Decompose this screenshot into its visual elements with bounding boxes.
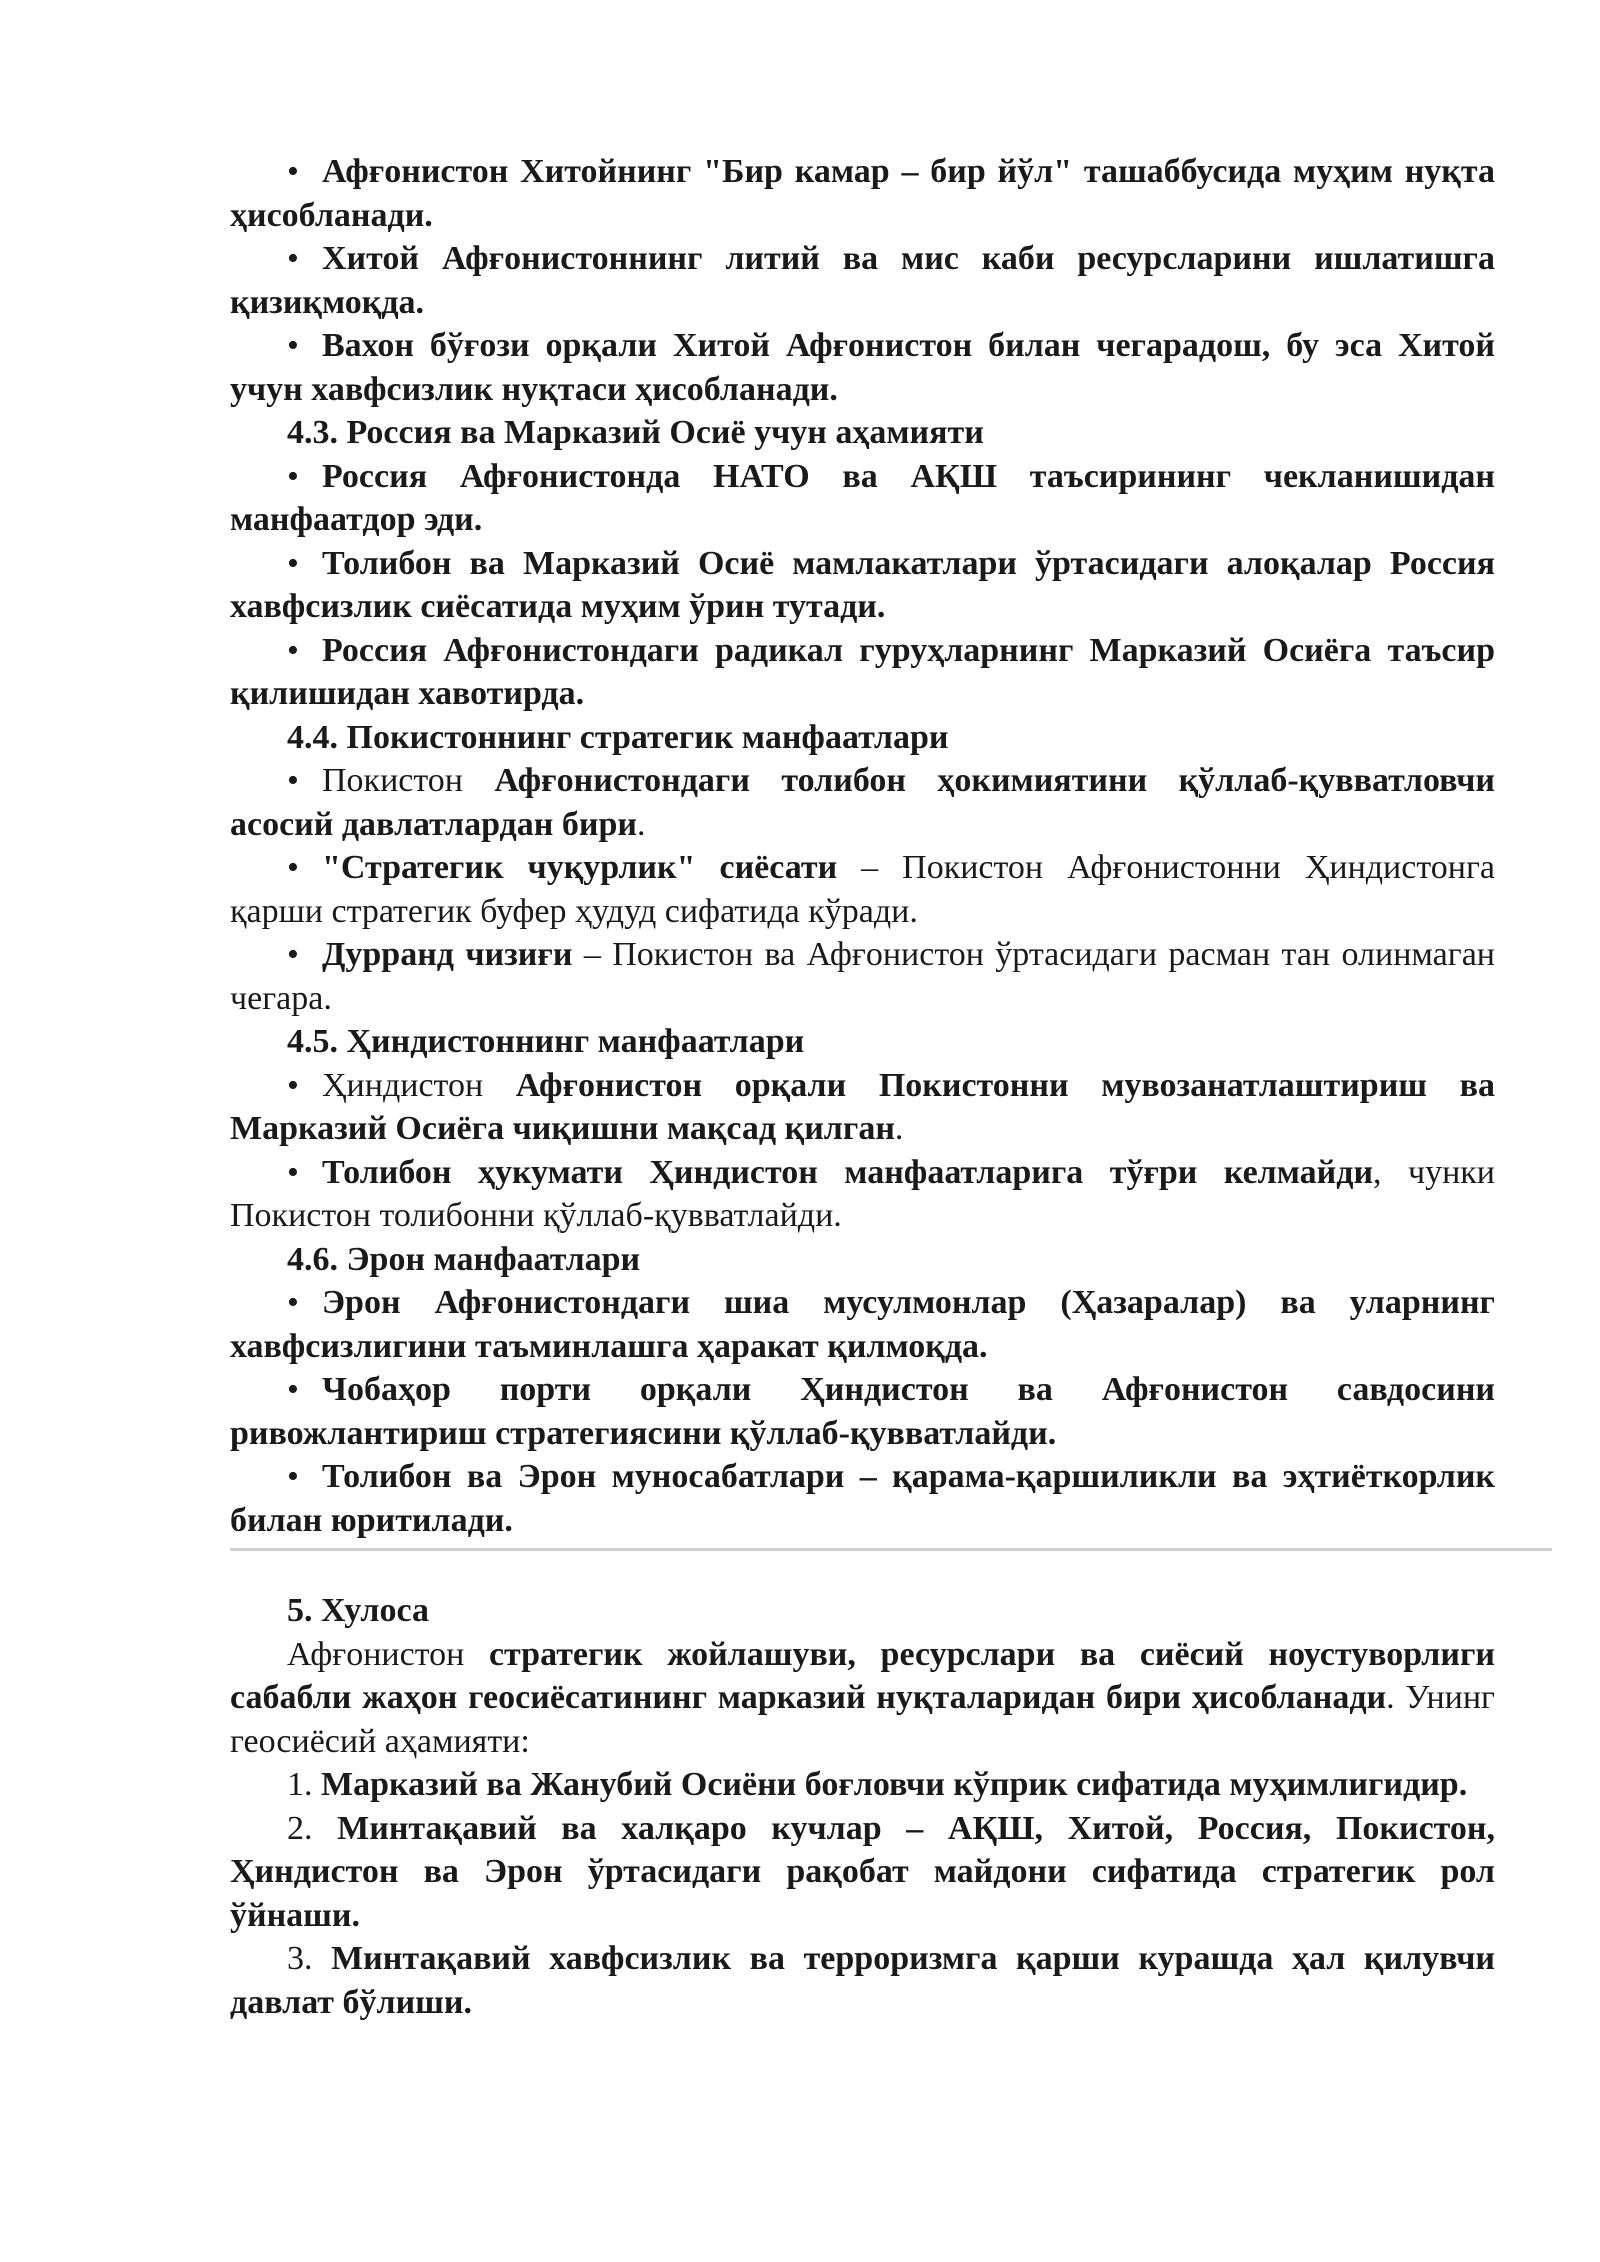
bullet-marker: •	[287, 631, 299, 669]
list-item	[230, 1368, 1495, 1455]
bullet-marker: •	[287, 1371, 299, 1408]
bullet-text-regular: Покистон	[322, 762, 495, 799]
bullet-marker: •	[287, 457, 299, 495]
item-number: 3.	[287, 1940, 313, 1977]
bullet-marker: •	[287, 240, 299, 277]
bullet-text-bold: Дурранд чизиғи	[322, 936, 573, 973]
numbered-item	[230, 1763, 1495, 1807]
conclusion-text-regular: . Унинг геосиёсий аҳамияти:	[230, 1679, 1495, 1760]
bullet-text-bold: Вахон бўғози орқали Хитой Афғонистон билан чегарадош, бу эса Хитой учун хавфсизлик нуқтаси ҳисобланади.	[230, 327, 1495, 408]
section-heading-4-6: 4.6. Эрон манфаатлари	[287, 1240, 641, 1278]
section-heading-4-3: 4.3. Россия ва Марказий Осиё учун аҳамияти	[287, 414, 984, 451]
list-item	[230, 237, 1495, 324]
list-item	[230, 629, 1495, 716]
bullet-text-regular: .	[894, 1110, 904, 1147]
bullet-text-regular: , чунки Покистон толибонни қўллаб-қувватлайди.	[230, 1153, 1495, 1234]
numbered-item	[230, 1807, 1495, 1938]
bullet-text-bold: Хитой Афғонистоннинг литий ва мис каби ресурсларини ишлатишга қизиқмоқда.	[230, 240, 1495, 321]
bullet-text-bold: Чобаҳор порти орқали Ҳиндистон ва Афғонистон савдосини ривожлантириш стратегиясини қўллаб-қувватлайди.	[230, 1371, 1495, 1452]
section-heading-4-5: 4.5. Ҳиндистоннинг манфаатлари	[287, 1023, 805, 1060]
numbered-item-text: Минтақавий хавфсизлик ва терроризмга қарши курашда ҳал қилувчи давлат бўлиши.	[230, 1940, 1496, 2021]
list-item	[230, 933, 1495, 1020]
bullet-text-bold: Афғонистондаги толибон ҳокимиятини қўллаб-қувватловчи асосий давлатлардан бири	[230, 762, 1495, 843]
bullet-marker: •	[287, 762, 299, 799]
bullet-text-bold: Россия Афғонистонда НАТО ва АҚШ таъсирининг чекланишидан манфаатдор эди.	[230, 457, 1495, 538]
bullet-text-bold: Эрон Афғонистондаги шиа мусулмонлар (Ҳазаралар) ва уларнинг хавфсизлигини таъминлашга ҳаракат қилмоқда.	[230, 1284, 1495, 1365]
list-item	[230, 1455, 1495, 1542]
conclusion-paragraph	[230, 1633, 1495, 1764]
bullet-text-regular: Ҳиндистон	[322, 1066, 516, 1104]
bullet-marker: •	[287, 1153, 299, 1191]
bullet-text-bold: Толибон ҳукумати Ҳиндистон манфаатларига тўғри келмайди	[322, 1153, 1374, 1191]
bullet-text-bold: Афғонистон Хитойнинг "Бир камар – бир йўл" ташаббусида муҳим нуқта ҳисобланади.	[230, 153, 1495, 234]
bullet-marker: •	[287, 849, 299, 886]
list-item	[230, 1151, 1495, 1238]
spacer	[230, 1551, 1495, 1589]
bullet-text-regular: – Покистон ва Афғонистон ўртасидаги расман тан олинмаган чегара.	[230, 936, 1496, 1017]
bullet-text-bold: Афғонистон орқали Покистонни мувозанатлаштириш ва Марказий Осиёга чиқишни мақсад қилган	[230, 1066, 1495, 1147]
bullet-text-regular: .	[636, 805, 646, 843]
list-item	[230, 759, 1495, 846]
bullet-marker: •	[287, 153, 299, 190]
document-body	[230, 150, 1495, 2024]
item-number: 1.	[287, 1766, 313, 1803]
numbered-item-text: Минтақавий ва халқаро кучлар – АҚШ, Хитой, Россия, Покистон, Ҳиндистон ва Эрон ўртасидаги рақобат майдони сифатида стратегик рол ўйнаши.	[230, 1809, 1496, 1934]
list-item	[230, 324, 1495, 411]
list-item	[230, 846, 1495, 933]
bullet-marker: •	[287, 544, 299, 582]
conclusion-text-regular: Афғонистон	[287, 1635, 489, 1673]
list-item	[230, 455, 1495, 542]
bullet-marker: •	[287, 1284, 299, 1321]
list-item	[230, 150, 1495, 237]
section-heading-5: 5. Хулоса	[287, 1592, 429, 1629]
bullet-text-regular: – Покистон Афғонистонни Ҳиндистонга қарши стратегик буфер ҳудуд сифатида кўради.	[230, 849, 1495, 930]
list-item	[230, 542, 1495, 629]
section-heading-4-4: 4.4. Покистоннинг стратегик манфаатлари	[287, 718, 949, 756]
bullet-marker: •	[287, 936, 299, 973]
bullet-marker: •	[287, 1458, 299, 1495]
bullet-text-bold: Россия Афғонистондаги радикал гуруҳларнинг Марказий Осиёга таъсир қилишидан хавотирда.	[230, 631, 1495, 712]
bullet-marker: •	[287, 327, 299, 364]
list-item	[230, 1064, 1495, 1151]
item-number: 2.	[287, 1809, 313, 1847]
numbered-item	[230, 1937, 1495, 2024]
bullet-text-bold: Толибон ва Марказий Осиё мамлакатлари ўртасидаги алоқалар Россия хавфсизлик сиёсатида муҳим ўрин тутади.	[230, 544, 1495, 625]
bullet-marker: •	[287, 1066, 299, 1104]
bullet-text-bold: Толибон ва Эрон муносабатлари – қарама-қаршиликли ва эҳтиёткорлик билан юритилади.	[230, 1458, 1495, 1539]
conclusion-text-bold: стратегик жойлашуви, ресурслари ва сиёсий ноустуворлиги сабабли жаҳон геосиёсатининг марказий нуқталаридан бири ҳисобланади	[230, 1635, 1495, 1716]
bullet-text-bold: "Стратегик чуқурлик" сиёсати	[322, 849, 838, 886]
list-item	[230, 1281, 1495, 1368]
numbered-item-text: Марказий ва Жанубий Осиёни боғловчи кўприк сифатида муҳимлигидир.	[321, 1766, 1468, 1803]
